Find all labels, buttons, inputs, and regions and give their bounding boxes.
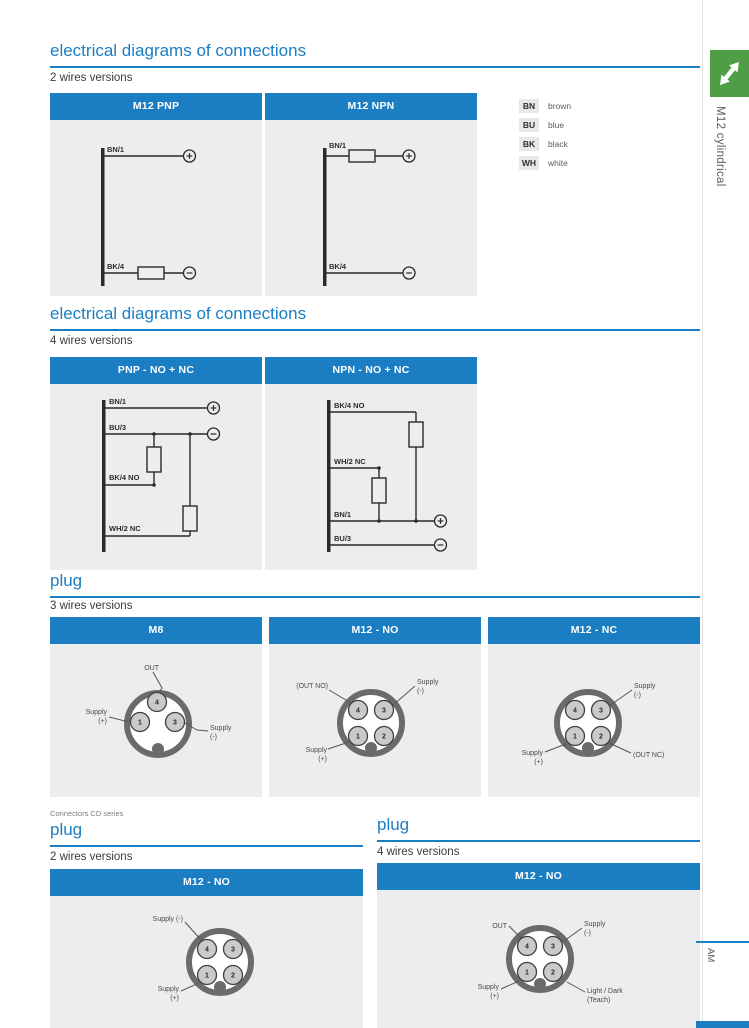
keyway-notch-icon: [214, 981, 226, 993]
legend-code: WH: [519, 156, 539, 170]
connector-diagram-m12-no-2w: [50, 896, 363, 1028]
pin-2-number: 2: [551, 969, 555, 977]
pin-1-number: 1: [525, 969, 529, 977]
plus-terminal-icon: [184, 150, 196, 162]
connector-diagram-m12-no-4w: [377, 890, 700, 1028]
connector-diagram-m12-no: [269, 644, 481, 797]
pin-label: (-): [210, 734, 217, 741]
legend-name: white: [548, 158, 568, 168]
pin-label: Supply: [477, 984, 499, 991]
panel-m8-body: [50, 644, 262, 797]
section4-left-heading: plug: [50, 821, 363, 847]
panel-m12-no-3w-title: M12 - NO: [269, 617, 481, 644]
section3-heading: plug: [50, 572, 700, 598]
section1-subheading: 2 wires versions: [50, 72, 133, 84]
panel-m12-no-3w: [269, 617, 481, 797]
pin-label: (+): [170, 995, 179, 1002]
load-box: [409, 422, 423, 447]
page-footer-series-label: AM: [705, 948, 716, 963]
pin-label: (+): [534, 759, 543, 766]
section4-left-subheading: 2 wires versions: [50, 851, 133, 863]
connector-diagram-m8: [50, 644, 262, 797]
wire-label: BN/1: [334, 510, 352, 519]
panel-npn-no-nc-title: NPN - NO + NC: [265, 357, 477, 384]
panel-m12-no-2w-body: [50, 896, 363, 1028]
pin-label: (+): [98, 718, 107, 725]
circuit-diagram-pnp-no-nc: [50, 384, 262, 570]
pin-4-number: 4: [155, 699, 159, 707]
sidebar-tab-label[interactable]: M12 cylindrical: [714, 106, 726, 187]
wire-label: WH/2 NC: [109, 524, 141, 533]
wire-color-legend: [519, 99, 571, 175]
right-margin-divider: [702, 0, 703, 1028]
wire-label: BK/4: [107, 262, 125, 271]
pin-3-number: 3: [551, 943, 555, 951]
panel-m12-pnp-body: [50, 120, 262, 296]
panel-m12-nc-title: M12 - NC: [488, 617, 700, 644]
plus-terminal-icon: [208, 402, 220, 414]
legend-code: BN: [519, 99, 539, 113]
section4-right-subheading: 4 wires versions: [377, 846, 460, 858]
keyway-notch-icon: [534, 978, 546, 990]
panel-m12-no-4w-body: [377, 890, 700, 1028]
load-box: [138, 267, 164, 279]
pin-label: (-): [417, 688, 424, 695]
connectors-cd-series-note: Connectors CD series: [50, 809, 124, 818]
panel-m12-nc-body: [488, 644, 700, 797]
legend-name: blue: [548, 120, 565, 130]
pin-label: Supply: [210, 725, 232, 732]
legend-row: [519, 137, 571, 151]
pin-3-number: 3: [599, 707, 603, 715]
wire-label: BN/1: [109, 397, 127, 406]
pin-label: OUT: [144, 665, 159, 672]
wire-label: BK/4: [329, 262, 347, 271]
circuit-diagram-m12-npn: [265, 120, 477, 296]
panel-pnp-no-nc-title: PNP - NO + NC: [50, 357, 262, 384]
pin-label: Supply: [157, 986, 179, 993]
pin-label: Supply: [521, 750, 543, 757]
legend-code: BK: [519, 137, 539, 151]
pin-1-number: 1: [573, 733, 577, 741]
legend-name: brown: [548, 101, 572, 111]
circuit-diagram-m12-pnp: [50, 120, 262, 296]
pin-3-number: 3: [382, 707, 386, 715]
wire-label: BN/1: [107, 145, 125, 154]
keyway-notch-icon: [582, 742, 594, 754]
panel-m12-npn-body: [265, 120, 477, 296]
pin-3-number: 3: [173, 719, 177, 727]
pin-4-number: 4: [573, 707, 577, 715]
pin-label: (Teach): [587, 997, 611, 1004]
wire-label: BK/4 NO: [334, 401, 365, 410]
pin-1-number: 1: [138, 719, 142, 727]
legend-row: [519, 156, 571, 170]
pin-label: Supply: [85, 709, 107, 716]
panel-m12-no-2w: [50, 869, 363, 1028]
connector-diagram-m12-nc: [488, 644, 700, 797]
panel-npn-no-nc-body: [265, 384, 477, 570]
plus-terminal-icon: [435, 515, 447, 527]
section1-heading: electrical diagrams of connections: [50, 42, 700, 68]
legend-row: [519, 118, 571, 132]
pin-label: (OUT NO): [296, 683, 328, 690]
load-box: [147, 447, 161, 472]
pin-label: (-): [584, 930, 591, 937]
legend-code: BU: [519, 118, 539, 132]
pin-4-number: 4: [525, 943, 529, 951]
pin-4-number: 4: [205, 946, 209, 954]
pin-label: Supply: [584, 921, 606, 928]
pin-2-number: 2: [382, 733, 386, 741]
panel-m12-npn: [265, 93, 477, 296]
pin-label: (+): [318, 756, 327, 763]
section2-heading: electrical diagrams of connections: [50, 305, 700, 331]
pin-label: Supply: [305, 747, 327, 754]
pin-label: OUT: [492, 923, 507, 930]
wire-label: BN/1: [329, 141, 347, 150]
legend-name: black: [548, 139, 568, 149]
panel-pnp-no-nc-body: [50, 384, 262, 570]
keyway-notch-icon: [365, 742, 377, 754]
plus-terminal-icon: [403, 150, 415, 162]
legend-row: [519, 99, 571, 113]
pin-1-number: 1: [205, 972, 209, 980]
pin-label: (OUT NC): [633, 752, 665, 759]
keyway-notch-icon: [152, 743, 164, 755]
pin-label: Supply: [417, 679, 439, 686]
section4-right-heading: plug: [377, 816, 700, 842]
pin-label: Light / Dark: [587, 988, 623, 995]
load-box: [349, 150, 375, 162]
section2-subheading: 4 wires versions: [50, 335, 133, 347]
panel-m8-title: M8: [50, 617, 262, 644]
pin-label: (-): [634, 692, 641, 699]
pin-4-number: 4: [356, 707, 360, 715]
pin-3-number: 3: [231, 946, 235, 954]
panel-pnp-no-nc: [50, 357, 262, 570]
diagonal-double-arrow-icon: [710, 50, 749, 97]
pin-label: Supply (-): [152, 916, 183, 923]
pin-2-number: 2: [231, 972, 235, 980]
panel-m12-nc: [488, 617, 700, 797]
load-box: [372, 478, 386, 503]
panel-m12-no-4w-title: M12 - NO: [377, 863, 700, 890]
am-section-rule: [696, 941, 749, 943]
panel-m12-no-3w-body: [269, 644, 481, 797]
circuit-diagram-npn-no-nc: [265, 384, 477, 570]
pin-1-number: 1: [356, 733, 360, 741]
minus-terminal-icon: [403, 267, 415, 279]
minus-terminal-icon: [208, 428, 220, 440]
load-box: [183, 506, 197, 531]
minus-terminal-icon: [435, 539, 447, 551]
wire-label: WH/2 NC: [334, 457, 366, 466]
section3-subheading: 3 wires versions: [50, 600, 133, 612]
panel-m12-no-2w-title: M12 - NO: [50, 869, 363, 896]
wire-label: BU/3: [334, 534, 352, 543]
pin-2-number: 2: [599, 733, 603, 741]
pin-label: Supply: [634, 683, 656, 690]
panel-m12-pnp-title: M12 PNP: [50, 93, 262, 120]
panel-npn-no-nc: [265, 357, 477, 570]
page-corner-bar: [696, 1021, 749, 1028]
panel-m8: [50, 617, 262, 797]
panel-m12-no-4w: [377, 863, 700, 1028]
panel-m12-npn-title: M12 NPN: [265, 93, 477, 120]
wire-label: BK/4 NO: [109, 473, 140, 482]
panel-m12-pnp: [50, 93, 262, 296]
category-tab-green-box[interactable]: [710, 50, 749, 97]
wire-label: BU/3: [109, 423, 127, 432]
minus-terminal-icon: [184, 267, 196, 279]
pin-label: (+): [490, 993, 499, 1000]
